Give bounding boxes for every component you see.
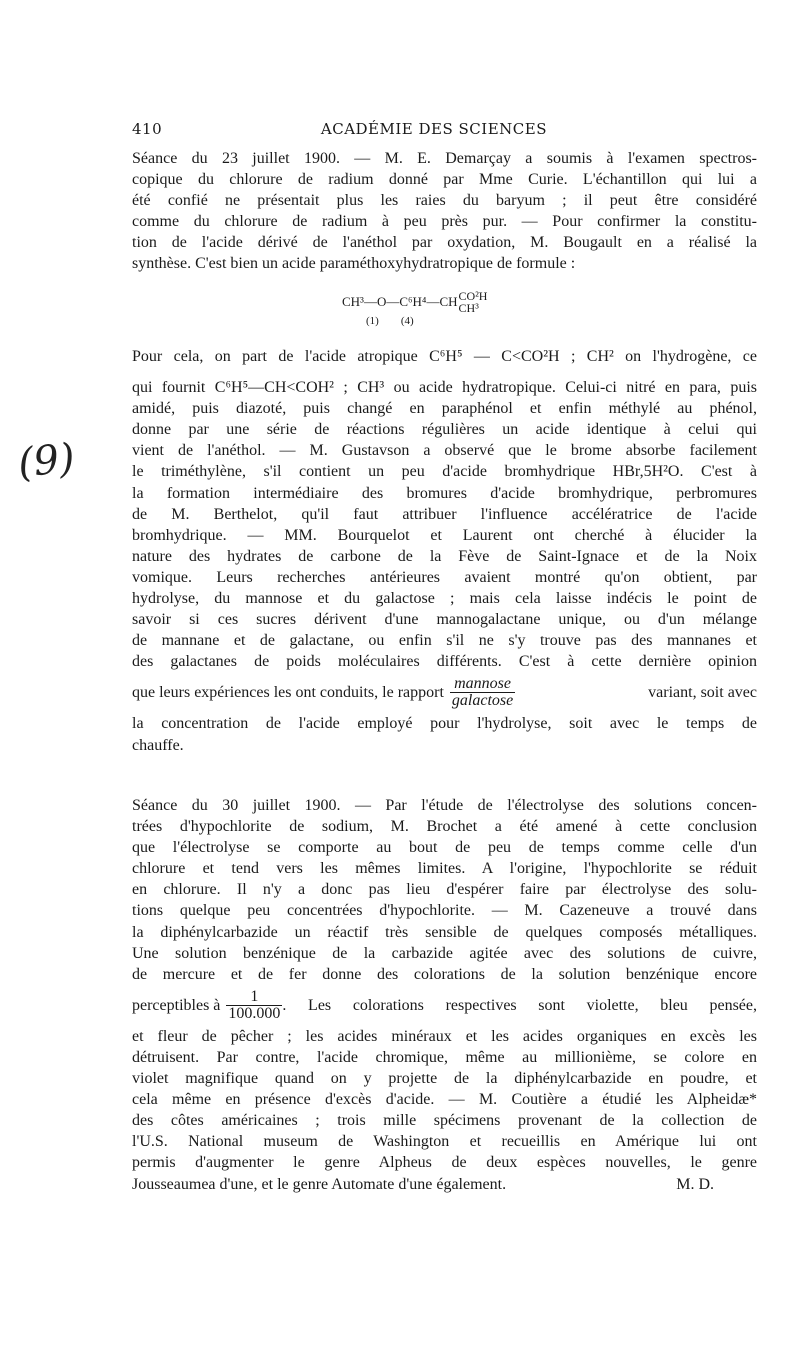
text-line: tions quelque peu concentrées d'hypochlorite. — M. Cazeneuve a trouvé dans	[132, 902, 757, 920]
text-line: et fleur de pêcher ; les acides minéraux et les acides organiques en excès les	[132, 1027, 757, 1045]
ratio-line	[132, 676, 757, 709]
text-line: vient de l'anéthol. — M. Gustavson a observé que le brome absorbe facilement	[132, 442, 757, 460]
text-line: hydrolyse, du mannose et du galactose ; mais cela laisse indécis le point de	[132, 590, 757, 608]
fraction-text-after: . Les colorations respectives sont violette, bleu pensée,	[282, 996, 757, 1014]
formula-positions: (1) (4)	[366, 315, 414, 327]
handwritten-margin-note: (9)	[15, 435, 77, 487]
text-line: chauffe.	[132, 736, 184, 754]
text-line: permis d'augmenter le genre Alpheus de deux espèces nouvelles, le genre	[132, 1154, 757, 1172]
text-line: amidé, puis diazoté, puis changé en paraphénol et enfin méthylé au phénol,	[132, 400, 757, 418]
mannose-galactose-ratio	[450, 676, 515, 709]
text-line: qui fournit C⁶H⁵—CH<COH² ; CH³ ou acide hydratropique. Celui-ci nitré en para, puis	[132, 379, 757, 397]
text-line: détruisent. Par contre, l'acide chromique, même au millionième, se colore en	[132, 1048, 757, 1066]
chemical-formula	[342, 290, 487, 328]
text-line: Une solution benzénique de la carbazide agitée avec des solutions de cuivre,	[132, 944, 757, 962]
ratio-denominator: galactose	[451, 692, 514, 710]
section-1-body	[132, 346, 757, 756]
text-line: bromhydrique. — MM. Bourquelot et Laurent ont cherché à élucider la	[132, 526, 757, 544]
text-line: en chlorure. Il n'y a donc pas lieu d'espérer faire par électrolyse des solu-	[132, 881, 757, 899]
text-line: Séance du 23 juillet 1900. — M. E. Demarçay a soumis à l'examen spectros-	[132, 150, 757, 167]
text-line: violet magnifique quand on y projette de la diphénylcarbazide en poudre, et	[132, 1070, 757, 1088]
text-line: tion de l'acide dérivé de l'anéthol par oxydation, M. Bougault en a réalisé la	[132, 234, 757, 252]
text-line: le triméthylène, s'il contient un peu d'acide bromhydrique HBr,5H²O. C'est à	[132, 463, 757, 481]
text-line: cela même en présence d'excès d'acide. — M. Coutière a étudié les Alpheidæ*	[132, 1091, 757, 1109]
fraction-numerator: 1	[226, 989, 282, 1006]
section-1-intro	[132, 148, 757, 275]
text-line: trées d'hypochlorite de sodium, M. Brochet a été amené à cette conclusion	[132, 818, 757, 836]
text-line: l'U.S. National museum de Washington et recueillis en Amérique lui ont	[132, 1133, 757, 1151]
ratio-text-after: variant, soit avec	[648, 684, 757, 702]
text-line: de mannane et de galactane, ou enfin s'il ne s'y trouve pas des mannanes et	[132, 632, 757, 650]
text-line: savoir si ces sucres dérivent d'une mannogalactane unique, ou d'un mélange	[132, 611, 757, 629]
text-line: la formation intermédiaire des bromures d'acide bromhydrique, perbromures	[132, 484, 757, 502]
text-line: des galactanes de poids moléculaires différents. C'est à cette dernière opinion	[132, 653, 757, 671]
ratio-numerator: mannose	[450, 676, 515, 693]
text-line: synthèse. C'est bien un acide paraméthoxyhydratropique de formule :	[132, 255, 576, 273]
fraction-text-before: perceptibles à	[132, 996, 221, 1014]
fraction-line	[132, 989, 757, 1022]
signature: M. D.	[676, 1175, 714, 1193]
text-line: que l'électrolyse se comporte au bout de peu de temps comme celle d'un	[132, 839, 757, 857]
text-line: de mercure et de fer donne des colorations de la solution benzénique encore	[132, 965, 757, 983]
formula-main: CH³—O—C⁶H⁴—CH	[342, 294, 458, 309]
page-number: 410	[132, 120, 163, 138]
dilution-fraction	[226, 989, 282, 1022]
closing-line	[132, 1174, 757, 1195]
formula-branch-top: CO²H	[458, 289, 488, 303]
formula-branch-bottom: CH³	[458, 301, 479, 315]
text-line: Séance du 30 juillet 1900. — Par l'étude de l'électrolyse des solutions concen-	[132, 797, 757, 814]
running-title: ACADÉMIE DES SCIENCES	[320, 120, 547, 138]
text-line: donne par une série de réactions régulières un acide identique à celui qui	[132, 421, 757, 439]
text-line: chlorure et tend vers les mêmes limites. A l'origine, l'hypochlorite se réduit	[132, 860, 757, 878]
fraction-denominator: 100.000	[228, 1004, 281, 1022]
section-2-body	[132, 795, 757, 1195]
ratio-text-before: que leurs expériences les ont conduits, le rapport	[132, 684, 444, 702]
text-line: été confié ne présentait plus les raies du baryum ; il peut être considéré	[132, 192, 757, 210]
text-line: de M. Berthelot, qu'il faut attribuer l'influence accélératrice de l'acide	[132, 505, 757, 523]
text-line: nature des hydrates de carbone de la Fève de Saint-Ignace et de la Noix	[132, 547, 757, 565]
text-line: comme du chlorure de radium à peu près pur. — Pour confirmer la constitu-	[132, 213, 757, 231]
text-line: vomique. Leurs recherches antérieures avaient montré qu'on obtient, par	[132, 568, 757, 586]
running-header	[132, 120, 757, 138]
text-line: Jousseaumea d'une, et le genre Automate d'une également.	[132, 1175, 507, 1193]
text-line: Pour cela, on part de l'acide atropique C⁶H⁵ — C<CO²H ; CH² on l'hydrogène, ce	[132, 348, 757, 365]
text-line: la diphénylcarbazide un réactif très sensible de quelques composés métalliques.	[132, 923, 757, 941]
text-line: copique du chlorure de radium donné par Mme Curie. L'échantillon qui lui a	[132, 171, 757, 189]
text-line: des côtes américaines ; trois mille spécimens provenant de la collection de	[132, 1112, 757, 1130]
text-line: la concentration de l'acide employé pour l'hydrolyse, soit avec le temps de	[132, 715, 757, 733]
